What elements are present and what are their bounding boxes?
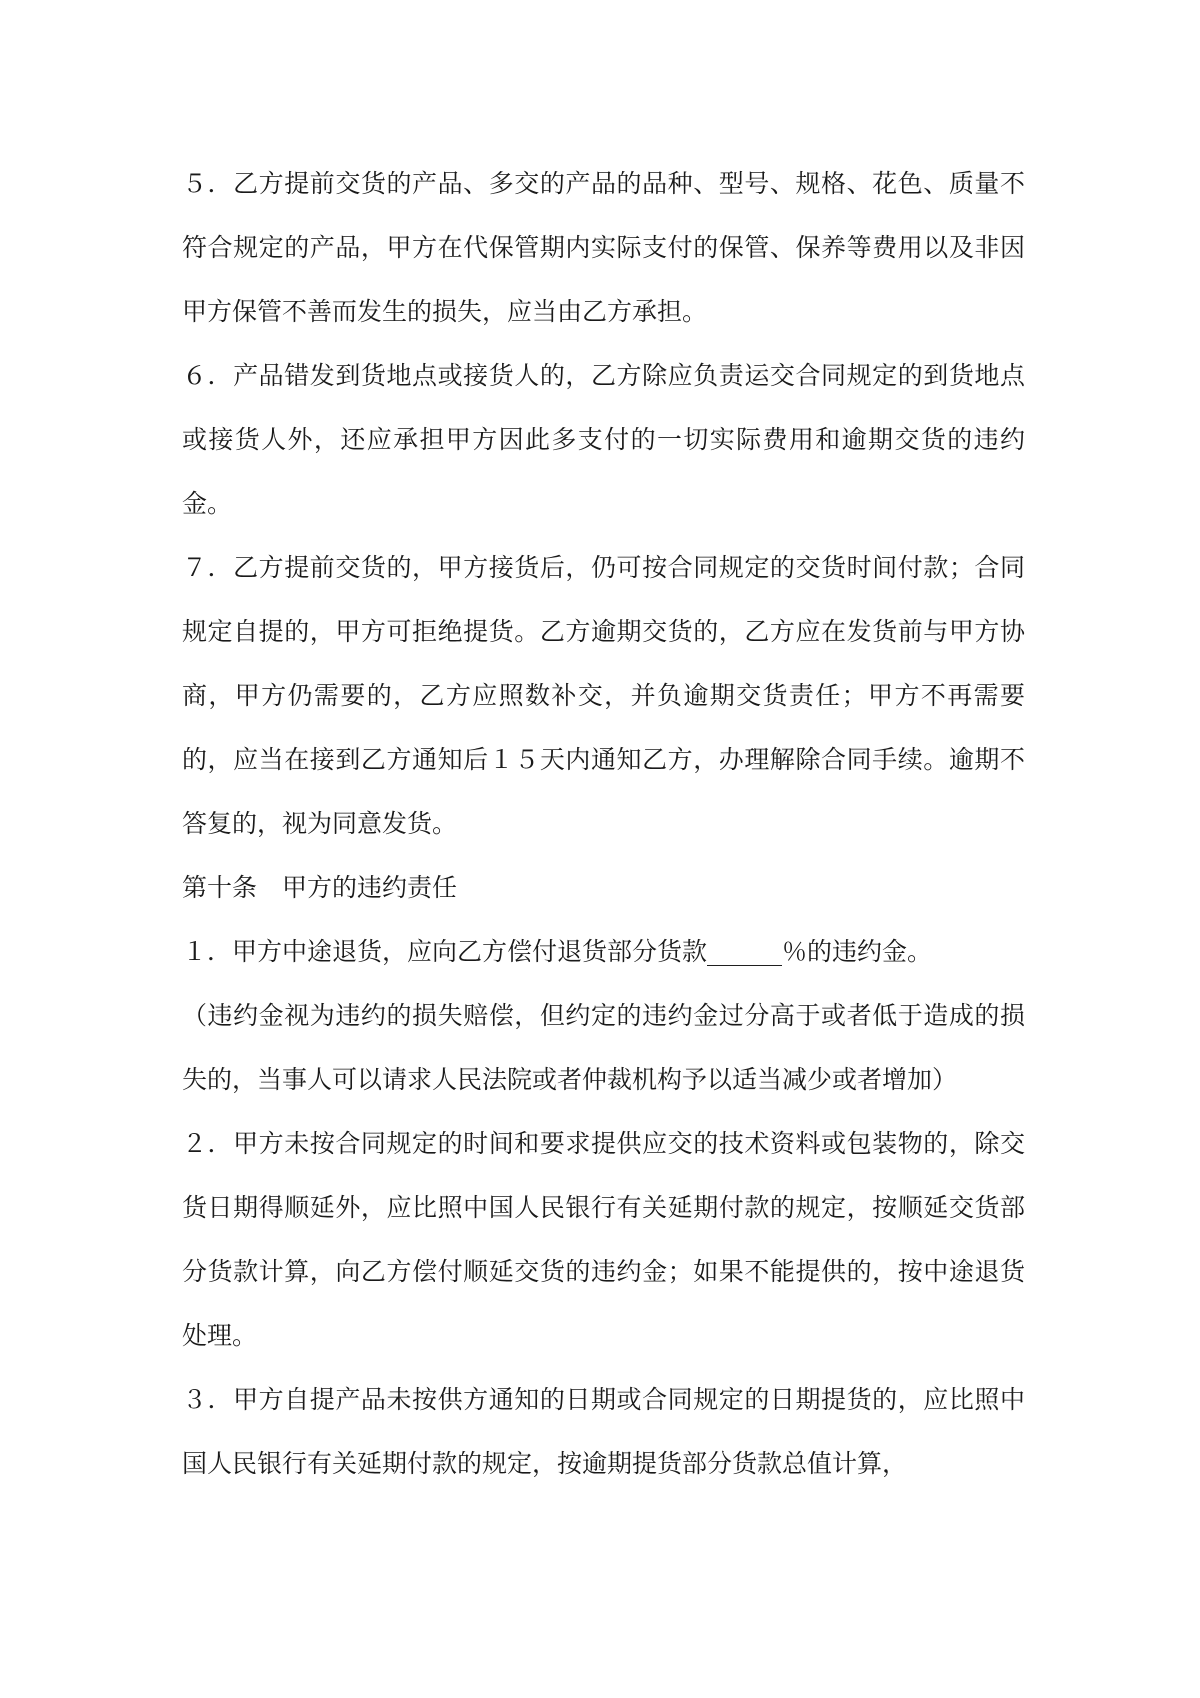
clause-1-paragraph: １．甲方中途退货，应向乙方偿付退货部分货款______％的违约金。	[182, 937, 933, 966]
clause-3-paragraph: ３．甲方自提产品未按供方通知的日期或合同规定的日期提货的，应比照中国人民银行有关延期付款的规定，按逾期提货部分货款总值计算，	[182, 1385, 1025, 1478]
document-body	[182, 152, 1025, 1496]
clause-6-paragraph: ６．产品错发到货地点或接货人的，乙方除应负责运交合同规定的到货地点或接货人外，还应承担甲方因此多支付的一切实际费用和逾期交货的违约金。	[182, 361, 1025, 518]
clause-5-paragraph: ５．乙方提前交货的产品、多交的产品的品种、型号、规格、花色、质量不符合规定的产品，甲方在代保管期内实际支付的保管、保养等费用以及非因甲方保管不善而发生的损失，应当由乙方承担。	[182, 169, 1025, 326]
article-10-heading: 第十条 甲方的违约责任	[182, 873, 458, 902]
penalty-note-paragraph: （违约金视为违约的损失赔偿，但约定的违约金过分高于或者低于造成的损失的，当事人可以请求人民法院或者仲裁机构予以适当减少或者增加）	[182, 1001, 1025, 1094]
clause-7-paragraph: ７．乙方提前交货的，甲方接货后，仍可按合同规定的交货时间付款；合同规定自提的，甲方可拒绝提货。乙方逾期交货的，乙方应在发货前与甲方协商，甲方仍需要的，乙方应照数补交，并负逾期交货责任；甲方不再需要的，应当在接到乙方通知后１５天内通知乙方，办理解除合同手续。逾期不答复的，视为同意发货。	[182, 553, 1025, 838]
clause-2-paragraph: ２．甲方未按合同规定的时间和要求提供应交的技术资料或包装物的，除交货日期得顺延外，应比照中国人民银行有关延期付款的规定，按顺延交货部分货款计算，向乙方偿付顺延交货的违约金；如果不能提供的，按中途退货处理。	[182, 1129, 1025, 1350]
